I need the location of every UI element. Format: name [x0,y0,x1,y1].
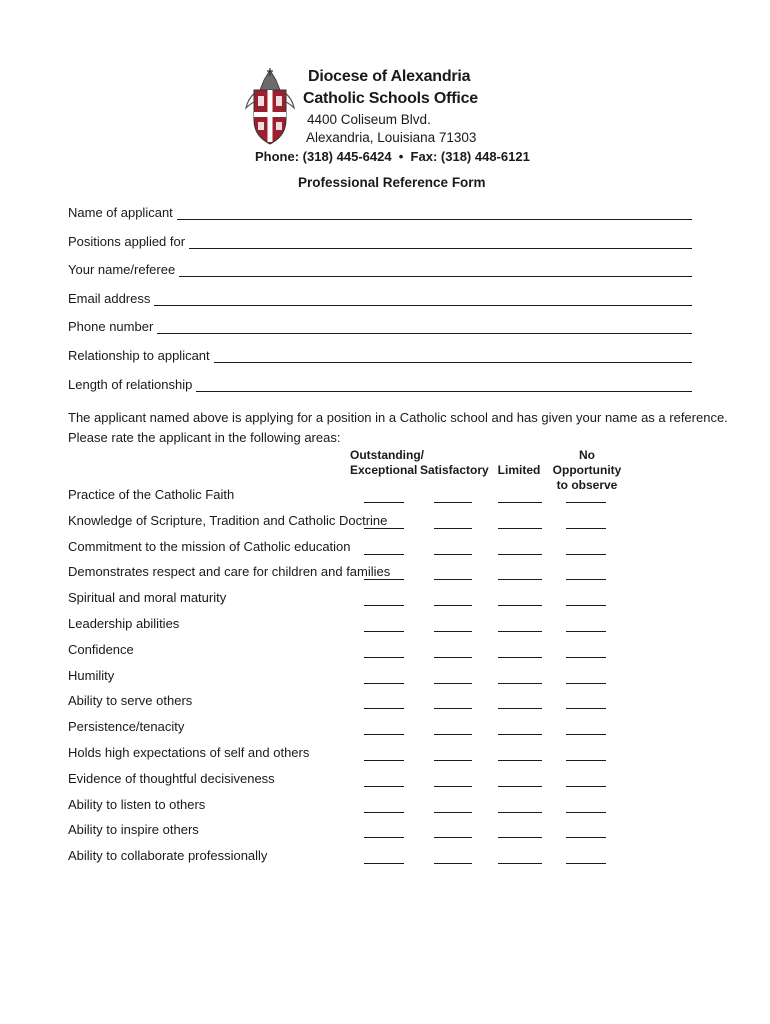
rating-row-label: Ability to listen to others [68,796,206,812]
rating-blank-limited[interactable] [498,554,542,555]
rating-blank-satisfactory[interactable] [434,837,472,838]
rating-blank-no-opportunity[interactable] [566,579,606,580]
rating-blank-limited[interactable] [498,502,542,503]
field-input-line[interactable] [177,206,692,220]
field-label: Your name/referee [68,262,176,277]
rating-blank-no-opportunity[interactable] [566,528,606,529]
rating-blank-outstanding[interactable] [364,786,404,787]
organization-title: Diocese of Alexandria [308,68,471,85]
field-label: Phone number [68,319,154,334]
column-header-no-opportunity [544,448,630,493]
rating-blank-satisfactory[interactable] [434,605,472,606]
field-label: Length of relationship [68,377,193,392]
field-label: Relationship to applicant [68,348,210,363]
rating-blank-no-opportunity[interactable] [566,554,606,555]
rating-blank-limited[interactable] [498,863,542,864]
column-header-line [490,448,548,463]
rating-blank-satisfactory[interactable] [434,683,472,684]
rating-blank-no-opportunity[interactable] [566,812,606,813]
rating-blank-no-opportunity[interactable] [566,760,606,761]
rating-blank-satisfactory[interactable] [434,554,472,555]
column-header-line: Limited [497,463,541,477]
field-your-name-referee[interactable] [68,259,692,277]
field-input-line[interactable] [154,292,692,306]
rating-blank-no-opportunity[interactable] [566,631,606,632]
field-input-line[interactable] [157,320,692,334]
form-title: Professional Reference Form [298,175,486,190]
rating-blank-limited[interactable] [498,579,542,580]
rating-blank-no-opportunity[interactable] [566,502,606,503]
field-input-line[interactable] [196,378,692,392]
rating-row-label: Confidence [68,641,134,657]
field-email-address[interactable] [68,288,692,306]
column-header-line: Outstanding/ [350,448,424,462]
field-length-of-relationship[interactable] [68,374,692,392]
column-header-line: Satisfactory [420,463,489,477]
rating-row-label: Humility [68,667,115,683]
rating-blank-limited[interactable] [498,812,542,813]
organization-subtitle: Catholic Schools Office [303,90,478,107]
rating-row-label: Holds high expectations of self and others [68,745,310,760]
rating-blank-satisfactory[interactable] [434,502,472,503]
column-header-line: No Opportunity [552,448,622,477]
rating-blank-satisfactory[interactable] [434,708,472,709]
rating-blank-limited[interactable] [498,631,542,632]
field-label: Name of applicant [68,205,173,220]
rating-blank-outstanding[interactable] [364,760,404,761]
rating-blank-limited[interactable] [498,528,542,529]
address-line-2: Alexandria, Louisiana 71303 [306,130,477,145]
rating-blank-outstanding[interactable] [364,605,404,606]
field-relationship-to-applicant[interactable] [68,345,692,363]
rating-row-label: Leadership abilities [68,616,180,631]
intro-line-2: Please rate the applicant in the following areas: [68,430,341,445]
rating-blank-outstanding[interactable] [364,657,404,658]
rating-blank-outstanding[interactable] [364,554,404,555]
rating-blank-satisfactory[interactable] [434,657,472,658]
rating-blank-outstanding[interactable] [364,579,404,580]
rating-blank-satisfactory[interactable] [434,528,472,529]
rating-row-label: Ability to inspire others [68,822,199,838]
rating-blank-no-opportunity[interactable] [566,708,606,709]
rating-blank-satisfactory[interactable] [434,734,472,735]
rating-row-label: Ability to collaborate professionally [68,848,268,864]
field-label: Positions applied for [68,234,186,249]
rating-row-label: Ability to serve others [68,693,193,709]
rating-blank-outstanding[interactable] [364,528,404,529]
rating-blank-no-opportunity[interactable] [566,837,606,838]
rating-blank-limited[interactable] [498,708,542,709]
column-header-line [420,448,486,463]
rating-blank-outstanding[interactable] [364,631,404,632]
rating-row-label: Knowledge of Scripture, Tradition and Catholic Doctrine [68,512,388,528]
rating-blank-outstanding[interactable] [364,502,404,503]
rating-blank-outstanding[interactable] [364,812,404,813]
rating-row-label: Demonstrates respect and care for children and families [68,564,391,580]
rating-blank-satisfactory[interactable] [434,631,472,632]
rating-blank-no-opportunity[interactable] [566,786,606,787]
address-line-1: 4400 Coliseum Blvd. [307,112,431,127]
rating-blank-satisfactory[interactable] [434,760,472,761]
rating-blank-satisfactory[interactable] [434,786,472,787]
field-input-line[interactable] [214,349,692,363]
column-header-satisfactory [420,448,489,478]
rating-blank-limited[interactable] [498,760,542,761]
column-header-line: to observe [556,478,618,492]
rating-blank-limited[interactable] [498,734,542,735]
rating-blank-no-opportunity[interactable] [566,734,606,735]
column-header-line: Exceptional [350,463,418,477]
rating-blank-outstanding[interactable] [364,837,404,838]
intro-line-1: The applicant named above is applying for a position in a Catholic school and has given your name as a reference. [68,410,728,425]
rating-row-label: Evidence of thoughtful decisiveness [68,770,275,786]
rating-blank-satisfactory[interactable] [434,812,472,813]
column-header-limited [490,448,548,478]
rating-blank-limited[interactable] [498,837,542,838]
rating-row-label: Commitment to the mission of Catholic education [68,538,351,554]
rating-blank-outstanding[interactable] [364,683,404,684]
rating-blank-outstanding[interactable] [364,863,404,864]
rating-blank-limited[interactable] [498,657,542,658]
rating-blank-no-opportunity[interactable] [566,657,606,658]
diocese-crest-logo [242,68,298,146]
rating-blank-outstanding[interactable] [364,734,404,735]
rating-blank-outstanding[interactable] [364,708,404,709]
rating-row-label: Spiritual and moral maturity [68,590,227,606]
rating-row-label: Practice of the Catholic Faith [68,487,235,502]
field-phone-number[interactable] [68,316,692,334]
rating-blank-limited[interactable] [498,605,542,606]
rating-blank-no-opportunity[interactable] [566,863,606,864]
field-name-of-applicant[interactable] [68,202,692,220]
field-input-line[interactable] [179,263,692,277]
rating-blank-satisfactory[interactable] [434,579,472,580]
rating-blank-satisfactory[interactable] [434,863,472,864]
field-label: Email address [68,291,151,306]
column-header-outstanding [350,448,424,478]
field-positions-applied-for[interactable] [68,231,692,249]
phone-fax-line: Phone: (318) 445-6424 • Fax: (318) 448-6121 [255,149,530,164]
rating-blank-limited[interactable] [498,683,542,684]
field-input-line[interactable] [189,235,692,249]
rating-row-label: Persistence/tenacity [68,719,185,735]
rating-blank-no-opportunity[interactable] [566,683,606,684]
rating-blank-limited[interactable] [498,786,542,787]
rating-blank-no-opportunity[interactable] [566,605,606,606]
